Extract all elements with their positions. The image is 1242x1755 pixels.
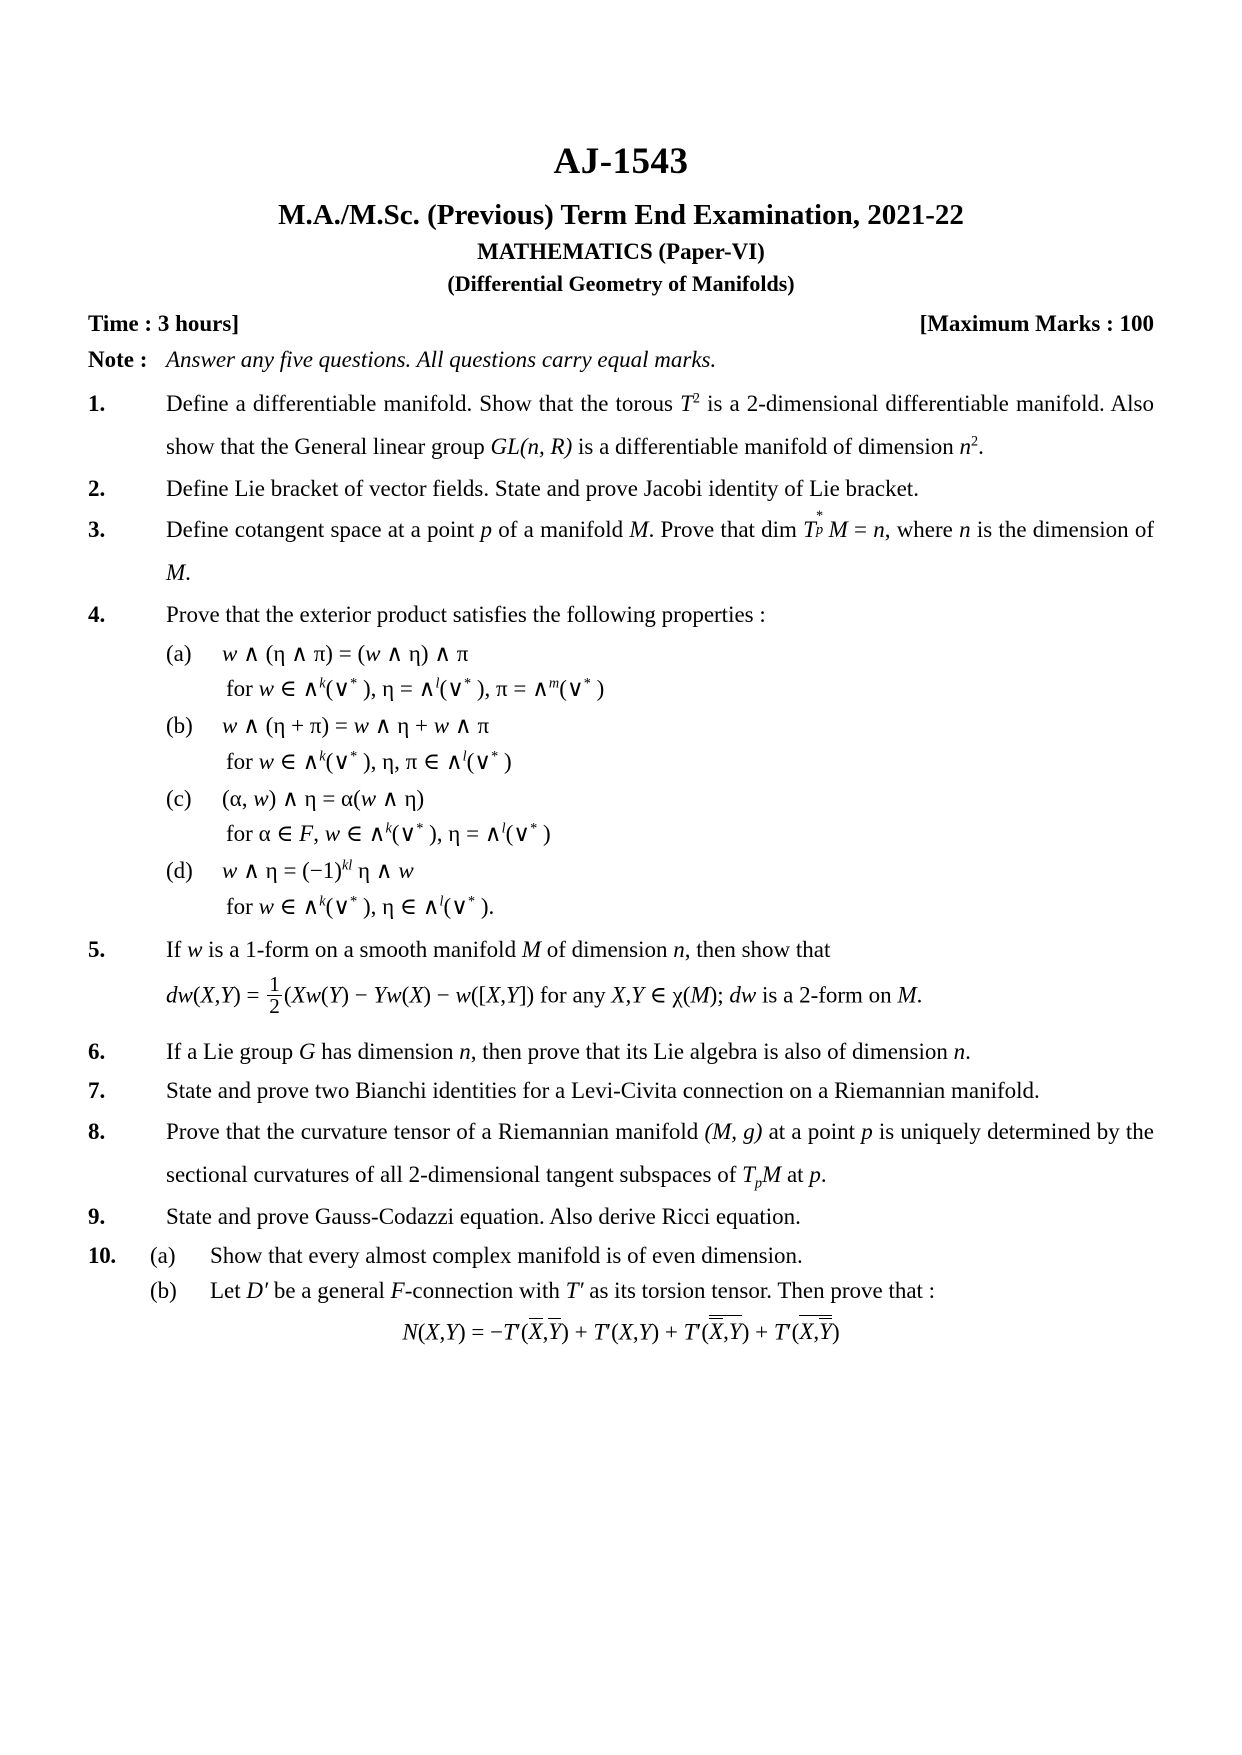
q10b-seg1: Let (210, 1278, 247, 1304)
question-1-text (166, 383, 1154, 468)
q6-group-symbol: G (298, 1038, 316, 1064)
fraction-numerator: 1 (269, 971, 280, 996)
q8-seg4: at (781, 1161, 810, 1187)
question-8-text (166, 1111, 1154, 1196)
question-9-number: 9. (88, 1204, 106, 1230)
question-3-text (166, 509, 1154, 594)
q8-seg1: Prove that the curvature tensor of a Riemannian manifold (166, 1119, 705, 1145)
q3-t-subscript: p (815, 521, 824, 538)
question-4-number: 4. (88, 602, 106, 628)
question-5-number: 5. (88, 937, 106, 963)
question-4-part-a (166, 636, 1154, 708)
q4a-label: (a) (166, 640, 192, 666)
q3-m-after-t: M (828, 517, 848, 543)
double-overline-group-1: X,Y (709, 1315, 742, 1344)
question-2-text: Define Lie bracket of vector fields. State and prove Jacobi identity of Lie bracket. (166, 476, 919, 502)
q4c-label: (c) (166, 785, 192, 811)
q10b-label: (b) (150, 1278, 177, 1304)
question-8 (88, 1111, 1154, 1196)
note-row (88, 347, 1154, 373)
q10b-seg4: as its torsion tensor. Then prove that : (583, 1278, 936, 1304)
question-3-number: 3. (88, 517, 106, 543)
one-half-fraction (267, 971, 282, 1019)
q10a-text: Show that every almost complex manifold is of even dimension. (210, 1242, 803, 1268)
question-3 (88, 509, 1154, 594)
q10b-connection-symbol: D′ (246, 1278, 269, 1304)
q3-seg4: = (847, 517, 874, 543)
q4c-content (222, 781, 1154, 853)
q4b-label: (b) (166, 713, 193, 739)
q10b-seg3: -connection with (404, 1278, 566, 1304)
q3-seg7: . (185, 559, 191, 585)
q5-seg1: If (166, 937, 188, 963)
q3-seg5: , where (884, 517, 960, 543)
q8-seg5: . (820, 1161, 827, 1187)
question-10-number: 10. (88, 1242, 116, 1268)
q4a-equation: w ∧ (η ∧ π) = (w ∧ η) ∧ π (222, 640, 469, 666)
q8-seg2: at a point (762, 1119, 862, 1145)
fraction-denominator: 2 (269, 994, 280, 1019)
q5-w-symbol: w (187, 937, 203, 963)
q4d-content (222, 853, 1154, 925)
q6-seg2: has dimension (315, 1038, 460, 1064)
question-6-text (166, 1033, 1154, 1070)
question-6-number: 6. (88, 1038, 106, 1064)
q6-seg1: If a Lie group (166, 1038, 299, 1064)
q4b-equation: w ∧ (η + π) = w ∧ η + w ∧ π (222, 713, 490, 739)
question-4-part-b (166, 708, 1154, 780)
question-5 (88, 931, 1154, 968)
q3-t-base: T (803, 517, 816, 543)
q10b-text (210, 1273, 1154, 1309)
double-overline-group-2: X,Y (799, 1315, 832, 1344)
question-5-equation-row (88, 971, 1154, 1021)
question-8-number: 8. (88, 1119, 106, 1145)
q1-gl-symbol: GL (490, 433, 520, 459)
question-7 (88, 1072, 1154, 1109)
q10a-label: (a) (150, 1242, 176, 1268)
q3-t-star: * (815, 507, 824, 524)
q4b-condition: for w ∈ ∧$^k$(∨* ), η, π ∈ ∧$^l$(∨* ) (226, 748, 512, 774)
question-7-text: State and prove two Bianchi identities for a Levi-Civita connection on a Riemannian manifold. (166, 1078, 1040, 1104)
question-2-number: 2. (88, 476, 106, 502)
q3-seg2: of a manifold (492, 517, 630, 543)
q4c-equation: (α, w) ∧ η = α(w ∧ η) (222, 785, 425, 811)
subject-line: MATHEMATICS (Paper-VI) (477, 239, 765, 264)
q6-seg4: . (965, 1038, 971, 1064)
q6-n-symbol-2: n (953, 1038, 966, 1064)
q3-seg6: is the dimension of (970, 517, 1154, 543)
question-5-stem (166, 931, 1154, 968)
q3-n-symbol-2: n (959, 517, 971, 543)
q4a-content (222, 636, 1154, 708)
q5-seg3: of dimension (541, 937, 674, 963)
question-1 (88, 383, 1154, 468)
q5-seg4: , then show that (684, 937, 831, 963)
q10b-torsion-symbol: T′ (565, 1278, 584, 1304)
q10b-seg2: be a general (268, 1278, 391, 1304)
q6-n-symbol: n (459, 1038, 471, 1064)
q4c-condition: for α ∈ F, w ∈ ∧$^k$(∨* ), η = ∧$^l$(∨* ) (226, 820, 551, 847)
q8-m-symbol: M (762, 1161, 782, 1187)
q4b-content (222, 708, 1154, 780)
note-text: Answer any five questions. All questions carry equal marks. (166, 347, 717, 372)
q1-torus-exponent: 2 (692, 390, 700, 407)
note-label: Note : (88, 347, 148, 372)
q1-torus-symbol: T (680, 391, 693, 416)
q5-n-symbol: n (673, 937, 685, 963)
q3-n-symbol: n (873, 517, 885, 543)
question-10 (88, 1238, 1154, 1309)
question-9 (88, 1198, 1154, 1235)
q5-seg2: is a 1-form on a smooth manifold (202, 937, 522, 963)
q6-seg3: , then prove that its Lie algebra is also of dimension (470, 1038, 954, 1064)
question-4 (88, 596, 1154, 633)
q3-point-symbol: p (480, 517, 493, 543)
question-1-number: 1. (88, 391, 106, 416)
q5-equation: dw(X,Y) = $\frac{1}{2}$ (Xw(Y) − Yw(X) − w([X,Y]) for any X,Y ∈ χ(M); dw is a 2-form on M. (166, 971, 923, 1019)
q8-tangent-symbol: T (742, 1161, 755, 1187)
maximum-marks: [Maximum Marks : 100 (919, 311, 1154, 336)
q8-tangent-subscript: p (754, 1175, 763, 1192)
q5-m-symbol: M (521, 937, 541, 963)
q8-seg3: is uniquely determined by the sectional curvatures of all 2-dimensional tangent subspaces of (166, 1119, 1154, 1187)
q1-seg2: is a 2-dimensional differentiable manifold. Also show that the General linear group (166, 391, 1154, 459)
q4d-label: (d) (166, 858, 193, 883)
q1-dim-symbol: n (959, 433, 972, 459)
q3-m-symbol-2: M (166, 559, 186, 585)
question-10-part-a (88, 1238, 1154, 1274)
q3-cotangent-symbol (803, 507, 824, 552)
question-2 (88, 470, 1154, 507)
q10b-equation: N(X,Y) = −T′(X,Y) + T′(X,Y) + T′(X,Y) + T′(X,Y) (88, 1315, 1154, 1346)
paper-code: AJ-1543 (553, 141, 689, 182)
question-9-text: State and prove Gauss-Codazzi equation. Also derive Ricci equation. (166, 1204, 801, 1230)
q8-manifold-metric: (M, g) (704, 1119, 763, 1145)
q3-seg1: Define cotangent space at a point (166, 517, 481, 543)
question-4-part-c (166, 781, 1154, 853)
q1-seg1: Define a differentiable manifold. Show that the torous (166, 391, 681, 416)
time-marks-row (88, 311, 1154, 337)
q1-seg3: is a differentiable manifold of dimension (572, 433, 960, 459)
q3-seg3: . Prove that dim (648, 517, 804, 543)
paper-name: (Differential Geometry of Manifolds) (447, 271, 795, 296)
q4d-equation: w ∧ $\eta = (-1)^{kl}$ η ∧ w (222, 857, 414, 883)
q8-point-symbol: p (861, 1119, 873, 1145)
question-4-part-d (166, 853, 1154, 925)
q5-equation-holder (166, 971, 1154, 1021)
q10b-f-symbol: F (390, 1278, 405, 1304)
question-7-number: 7. (88, 1078, 106, 1104)
q3-manifold-symbol: M (629, 517, 649, 543)
q4a-condition: for w ∈ ∧$^k$(∨* ), η = ∧$^l$(∨* ), π = ∧$^m$(∨* ) (226, 675, 605, 702)
exam-title: M.A./M.Sc. (Previous) Term End Examination, 2021-22 (278, 199, 964, 231)
q1-seg4: . (978, 433, 984, 459)
question-6 (88, 1033, 1154, 1070)
q1-dim-exponent: 2 (971, 432, 979, 449)
q1-gl-args: (n, R) (519, 433, 573, 459)
q8-point-symbol-2: p (809, 1161, 821, 1187)
q4d-condition: for w ∈ ∧$^k$(∨* ), η ∈ ∧$^l$(∨* ). (226, 892, 495, 919)
question-4-stem: Prove that the exterior product satisfies the following properties : (166, 602, 766, 628)
time-allowed: Time : 3 hours] (88, 311, 239, 336)
question-10-part-b (88, 1273, 1154, 1309)
